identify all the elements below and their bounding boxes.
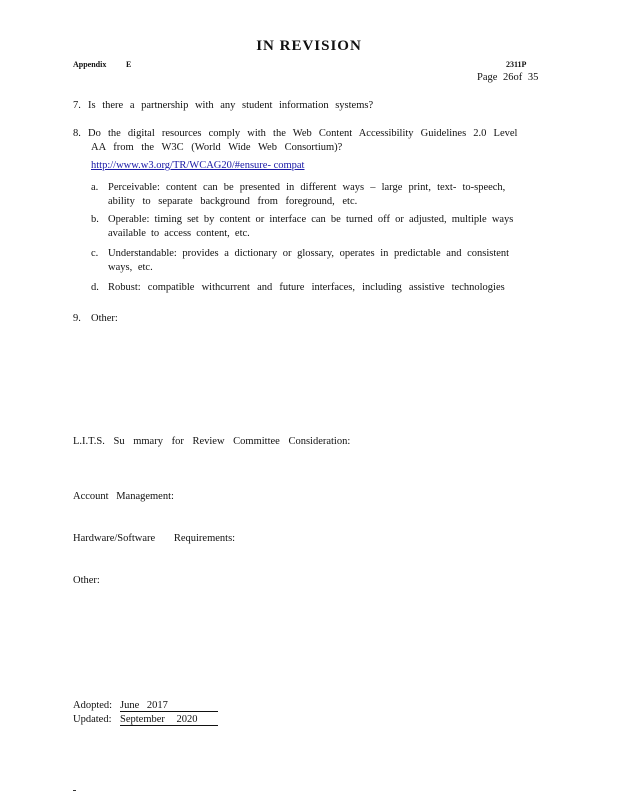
item-b-line1: Operable: timing set by content or interface can be turned off or adjusted, multiple ways <box>108 214 514 225</box>
item-b-line2: available to access content, etc. <box>108 228 250 239</box>
item-a-letter: a. <box>91 182 99 193</box>
item-c-letter: c. <box>91 248 99 259</box>
page-edge-mark <box>73 790 76 791</box>
item-a-line1: Perceivable: content can be presented in different ways – large print, text- to-speech, <box>108 182 506 193</box>
question-9-number: 9. <box>73 313 81 324</box>
appendix-label: Appendix <box>73 60 107 69</box>
question-7-text: Is there a partnership with any student information systems? <box>88 100 374 111</box>
item-c-line1: Understandable: provides a dictionary or glossary, operates in predictable and consistent <box>108 248 510 259</box>
account-management-label: Account Management: <box>73 491 174 502</box>
page-number: Page 26of 35 <box>477 72 539 83</box>
other-label: Other: <box>73 575 100 586</box>
adopted-label: Adopted: <box>73 700 113 711</box>
item-b-letter: b. <box>91 214 99 225</box>
item-c-line2: ways, etc. <box>108 262 153 273</box>
question-8-line2: AA from the W3C (World Wide Web Consortium)? <box>91 142 343 153</box>
adopted-date: June 2017 <box>120 700 218 712</box>
page-title: IN REVISION <box>256 38 362 54</box>
policy-number: 2311P <box>506 60 527 69</box>
item-a-line2: ability to separate background from foreground, etc. <box>108 196 358 207</box>
wcag-link[interactable]: http://www.w3.org/TR/WCAG20/#ensure- compat <box>91 160 305 171</box>
question-8-number: 8. <box>73 128 81 139</box>
item-d-letter: d. <box>91 282 99 293</box>
updated-date: September 2020 <box>120 714 218 726</box>
item-d-line1: Robust: compatible withcurrent and future interfaces, including assistive technologies <box>108 282 505 293</box>
question-8-line1: Do the digital resources comply with the Web Content Accessibility Guidelines 2.0 Level <box>88 128 518 139</box>
summary-heading: L.I.T.S. Su mmary for Review Committee Consideration: <box>73 436 351 447</box>
question-9-text: Other: <box>91 313 118 324</box>
appendix-letter: E <box>126 60 132 69</box>
question-7-number: 7. <box>73 100 81 111</box>
updated-label: Updated: <box>73 714 112 725</box>
hardware-software-label: Hardware/Software Requirements: <box>73 533 236 544</box>
